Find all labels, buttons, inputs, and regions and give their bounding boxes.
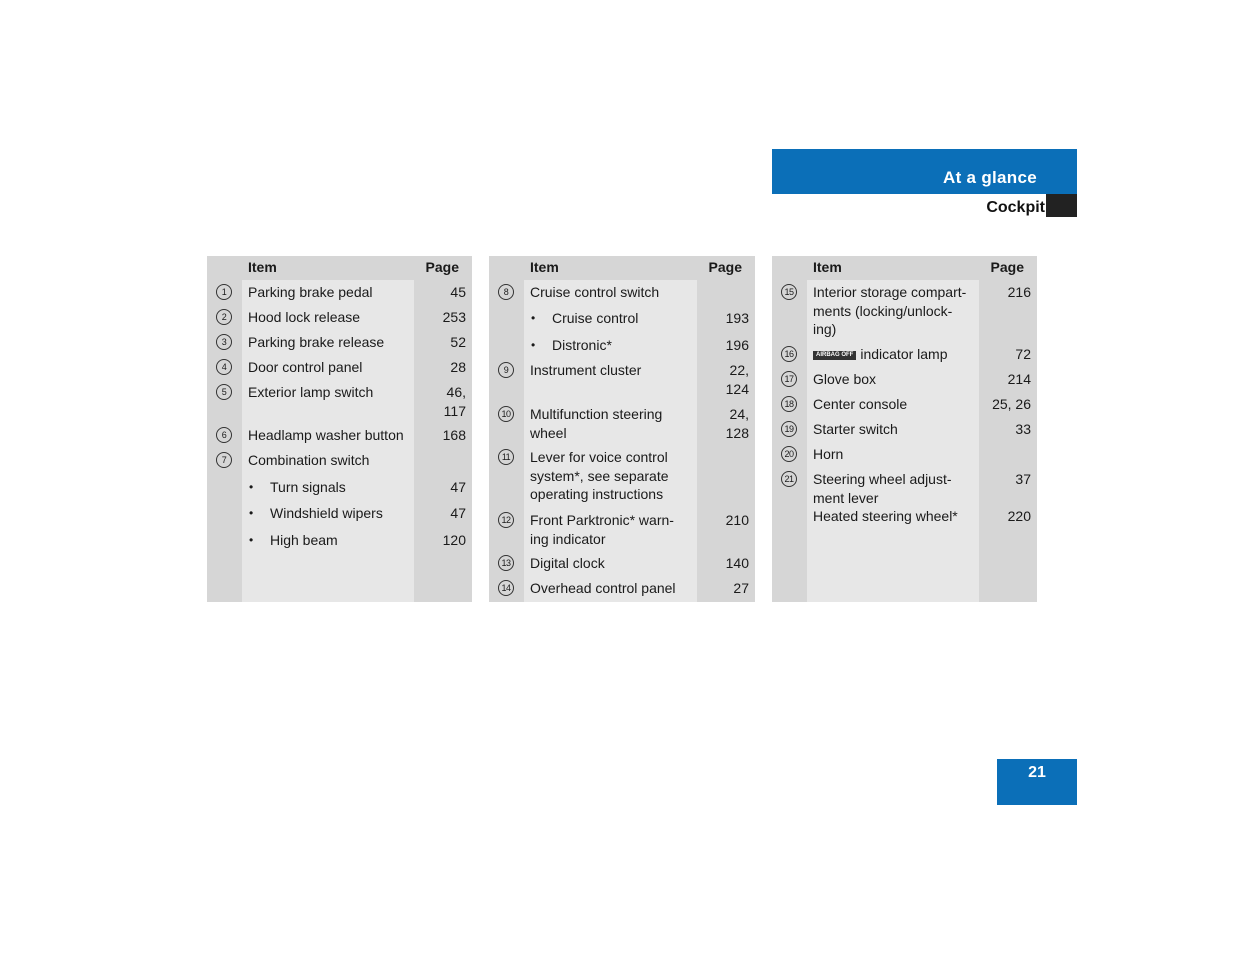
item-text: Parking brake pedal	[248, 284, 373, 300]
item-page: 25, 26	[992, 396, 1031, 412]
item-page: 22, 124	[725, 362, 749, 397]
item-page: 45	[450, 284, 466, 300]
header-item: Item	[248, 259, 277, 275]
table-header	[207, 256, 472, 280]
item-number: 12	[498, 512, 514, 528]
header-page: Page	[425, 259, 459, 275]
item-text: Combination switch	[248, 452, 370, 468]
item-text	[813, 345, 978, 364]
item-text: Instrument cluster	[530, 362, 642, 378]
item-number: 1	[216, 284, 232, 300]
items-table-3	[772, 256, 1037, 602]
item-page: 47	[450, 505, 466, 521]
item-page: 253	[442, 309, 466, 325]
item-number: 15	[781, 284, 797, 300]
item-text: Door control panel	[248, 359, 363, 375]
item-number: 6	[216, 427, 232, 443]
item-text: Multifunction steering wheel	[530, 406, 663, 441]
item-number: 10	[498, 406, 514, 422]
item-text: Headlamp washer button	[248, 427, 404, 443]
item-page: 28	[450, 359, 466, 375]
item-text: Starter switch	[813, 421, 898, 437]
item-text: Hood lock release	[248, 309, 361, 325]
item-number: 5	[216, 384, 232, 400]
item-text: Parking brake release	[248, 334, 385, 350]
bullet-icon: •	[249, 480, 254, 494]
item-number: 4	[216, 359, 232, 375]
item-text: Center console	[813, 396, 908, 412]
item-text: Exterior lamp switch	[248, 384, 374, 400]
item-number: 14	[498, 580, 514, 596]
item-page: 24, 128	[725, 406, 749, 441]
table-header	[772, 256, 1037, 280]
bullet-icon: •	[531, 338, 536, 352]
item-text: Digital clock	[530, 555, 605, 571]
item-page: 168	[442, 427, 466, 443]
items-table-2	[489, 256, 755, 602]
item-text-label: indicator lamp	[860, 346, 948, 362]
bullet-text: Windshield wipers	[270, 505, 383, 521]
item-number: 13	[498, 555, 514, 571]
header-item: Item	[530, 259, 559, 275]
item-page: 220	[1007, 508, 1031, 524]
header-item: Item	[813, 259, 842, 275]
item-page: 196	[725, 337, 749, 353]
item-page: 33	[1015, 421, 1031, 437]
section-header-bar	[772, 149, 1077, 194]
bullet-text: Distronic*	[552, 337, 612, 353]
item-number: 20	[781, 446, 797, 462]
item-number: 17	[781, 371, 797, 387]
item-text: Cruise control switch	[530, 284, 660, 300]
item-text: Front Parktronic* warn-ing indicator	[530, 512, 674, 547]
section-title: At a glance	[943, 168, 1037, 187]
item-page: 214	[1007, 371, 1031, 387]
item-text: Overhead control panel	[530, 580, 676, 596]
item-number: 8	[498, 284, 514, 300]
item-number: 18	[781, 396, 797, 412]
item-number: 7	[216, 452, 232, 468]
item-page: 193	[725, 310, 749, 326]
table-header	[489, 256, 755, 280]
item-number: 21	[781, 471, 797, 487]
page-number: 21	[1028, 764, 1046, 781]
item-text: Lever for voice control system*, see separate operating instructions	[530, 449, 669, 502]
item-text: Horn	[813, 446, 844, 462]
item-number: 3	[216, 334, 232, 350]
item-number: 9	[498, 362, 514, 378]
bullet-text: Turn signals	[270, 479, 346, 495]
item-number: 2	[216, 309, 232, 325]
items-table-1	[207, 256, 472, 602]
bullet-text: Cruise control	[552, 310, 639, 326]
header-page: Page	[708, 259, 742, 275]
subsection-marker	[1046, 194, 1077, 217]
airbag-off-icon: AIRBAG OFF	[813, 351, 856, 360]
header-page: Page	[990, 259, 1024, 275]
subsection-title: Cockpit	[986, 199, 1045, 216]
item-page: 47	[450, 479, 466, 495]
item-page: 210	[725, 512, 749, 528]
item-number: 16	[781, 346, 797, 362]
item-number: 11	[498, 449, 514, 465]
item-page: 27	[733, 580, 749, 596]
item-text: Interior storage compart-ments (locking/unlock-ing)	[813, 284, 967, 337]
item-page: 216	[1007, 284, 1031, 300]
item-page: 46, 117	[443, 384, 466, 419]
page-number-box	[997, 759, 1077, 805]
bullet-icon: •	[531, 311, 536, 325]
bullet-icon: •	[249, 506, 254, 520]
item-page: 52	[450, 334, 466, 350]
item-page: 140	[725, 555, 749, 571]
item-text: Glove box	[813, 371, 877, 387]
item-text: Steering wheel adjust-ment lever	[813, 471, 952, 506]
item-page: 37	[1015, 471, 1031, 487]
bullet-text: High beam	[270, 532, 338, 548]
bullet-icon: •	[249, 533, 254, 547]
item-page: 72	[1015, 346, 1031, 362]
item-page: 120	[442, 532, 466, 548]
item-text: Heated steering wheel*	[813, 508, 958, 524]
item-number: 19	[781, 421, 797, 437]
